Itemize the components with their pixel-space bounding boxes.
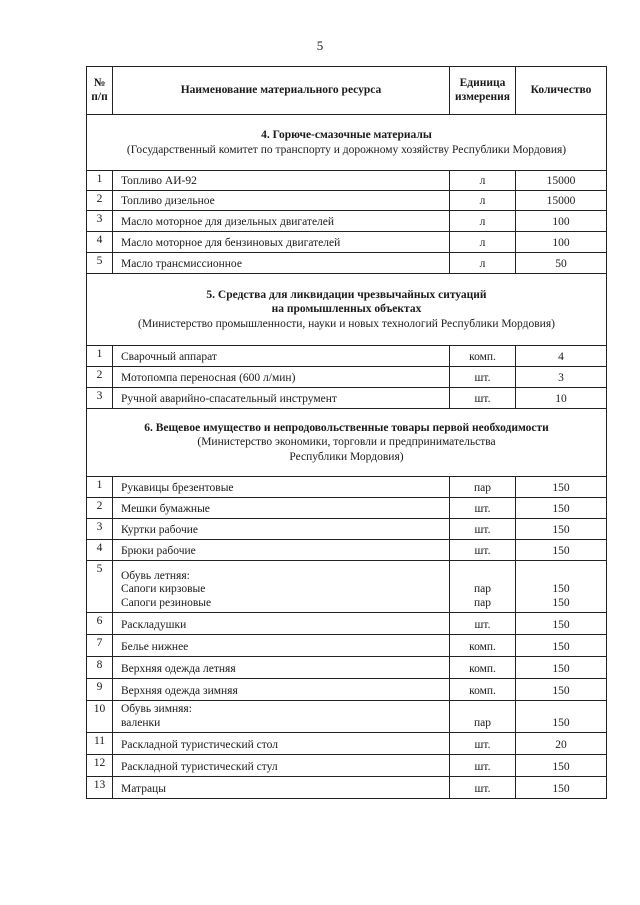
- unit-of-measure-cell: [450, 635, 516, 657]
- row-number: 13: [87, 777, 113, 799]
- row-number: 4: [87, 232, 113, 253]
- table-row: [87, 211, 607, 232]
- unit-of-measure-cell: [450, 253, 516, 274]
- unit-of-measure-cell: [450, 211, 516, 232]
- unit-of-measure-cell: [450, 613, 516, 635]
- table-row: [87, 477, 607, 498]
- quantity: 150: [552, 503, 570, 516]
- resource-name-cell: [113, 635, 450, 657]
- unit-of-measure: комп.: [469, 641, 496, 654]
- row-number: 1: [87, 477, 113, 498]
- section-title: на промышленных объектах: [271, 303, 422, 316]
- table-row: [87, 755, 607, 777]
- quantity: 50: [555, 258, 567, 271]
- quantity-cell: [516, 367, 607, 388]
- resource-name: Раскладной туристический стул: [121, 761, 278, 774]
- resource-name: Раскладной туристический стол: [121, 739, 278, 752]
- row-number: 2: [87, 367, 113, 388]
- quantity: 15000: [546, 175, 576, 188]
- section-header: [87, 115, 607, 171]
- unit-of-measure-cell: [450, 561, 516, 613]
- unit-of-measure: пар: [473, 717, 491, 730]
- table-row: [87, 498, 607, 519]
- unit-of-measure: пар: [473, 482, 491, 495]
- resource-name-cell: [113, 733, 450, 755]
- quantity: 150: [552, 583, 570, 596]
- unit-of-measure: л: [479, 175, 486, 188]
- resource-name-cell: [113, 498, 450, 519]
- unit-of-measure-cell: [450, 477, 516, 498]
- table-row: [87, 635, 607, 657]
- row-number: 1: [87, 346, 113, 367]
- quantity: 150: [552, 545, 570, 558]
- unit-of-measure: шт.: [474, 545, 491, 558]
- quantity-cell: [516, 777, 607, 799]
- resource-name: Верхняя одежда зимняя: [121, 685, 238, 698]
- resource-name-cell: [113, 519, 450, 540]
- unit-of-measure: шт.: [474, 783, 491, 796]
- unit-of-measure: комп.: [469, 351, 496, 364]
- resource-name-cell: [113, 253, 450, 274]
- quantity: 150: [552, 663, 570, 676]
- row-number: 1: [87, 171, 113, 191]
- quantity: 150: [552, 524, 570, 537]
- resources-table: [86, 66, 607, 799]
- resource-name: Сварочный аппарат: [121, 351, 217, 364]
- table-row: [87, 777, 607, 799]
- unit-of-measure: шт.: [474, 393, 491, 406]
- resource-name: Ручной аварийно-спасательный инструмент: [121, 393, 337, 406]
- unit-of-measure-cell: [450, 519, 516, 540]
- quantity-cell: [516, 657, 607, 679]
- unit-of-measure: комп.: [469, 685, 496, 698]
- row-number: 12: [87, 755, 113, 777]
- unit-of-measure-cell: [450, 171, 516, 191]
- table-row: [87, 540, 607, 561]
- quantity-cell: [516, 701, 607, 733]
- quantity-cell: [516, 191, 607, 211]
- quantity-cell: [516, 498, 607, 519]
- quantity-cell: [516, 232, 607, 253]
- unit-of-measure: л: [479, 216, 486, 229]
- unit-of-measure-cell: [450, 733, 516, 755]
- row-number: 2: [87, 191, 113, 211]
- row-number: 5: [87, 253, 113, 274]
- row-number: 4: [87, 540, 113, 561]
- resource-name: Масло моторное для дизельных двигателей: [121, 216, 335, 229]
- quantity: 150: [552, 482, 570, 495]
- section-header-cell: [87, 115, 607, 171]
- quantity-cell: [516, 540, 607, 561]
- table-row: [87, 346, 607, 367]
- quantity-cell: [516, 346, 607, 367]
- unit-of-measure: шт.: [474, 761, 491, 774]
- resource-name: Обувь зимняя:: [121, 703, 192, 716]
- resource-name-cell: [113, 346, 450, 367]
- quantity: 100: [552, 216, 570, 229]
- quantity: 150: [552, 685, 570, 698]
- resource-name: Масло трансмиссионное: [121, 258, 242, 271]
- resource-name: Брюки рабочие: [121, 545, 196, 558]
- resource-name-cell: [113, 679, 450, 701]
- unit-of-measure-cell: [450, 367, 516, 388]
- section-subtitle: Республики Мордовия): [289, 450, 404, 463]
- quantity-cell: [516, 519, 607, 540]
- table-row: [87, 561, 607, 613]
- row-number: 8: [87, 657, 113, 679]
- section-title: 5. Средства для ликвидации чрезвычайных ситуаций: [206, 288, 487, 301]
- table-row: [87, 519, 607, 540]
- quantity-cell: [516, 171, 607, 191]
- unit-of-measure-cell: [450, 191, 516, 211]
- resource-name-cell: [113, 701, 450, 733]
- resource-name-cell: [113, 755, 450, 777]
- section-header-cell: [87, 274, 607, 346]
- quantity-cell: [516, 561, 607, 613]
- unit-of-measure: комп.: [469, 663, 496, 676]
- table-row: [87, 657, 607, 679]
- quantity-cell: [516, 679, 607, 701]
- resource-name: валенки: [121, 717, 161, 730]
- quantity: 20: [555, 739, 567, 752]
- unit-of-measure-cell: [450, 498, 516, 519]
- resource-name: Топливо дизельное: [121, 195, 215, 208]
- unit-of-measure-cell: [450, 388, 516, 409]
- resource-name-cell: [113, 657, 450, 679]
- quantity: 150: [552, 619, 570, 632]
- unit-of-measure-cell: [450, 232, 516, 253]
- table-row: [87, 367, 607, 388]
- table-header-row: [87, 67, 607, 115]
- resource-name: Сапоги резиновые: [121, 597, 212, 610]
- section-header-cell: [87, 409, 607, 477]
- unit-of-measure-cell: [450, 701, 516, 733]
- unit-of-measure: шт.: [474, 524, 491, 537]
- quantity: 100: [552, 237, 570, 250]
- quantity-cell: [516, 755, 607, 777]
- quantity: 150: [552, 641, 570, 654]
- row-number: 5: [87, 561, 113, 613]
- resource-name: Сапоги кирзовые: [121, 583, 206, 596]
- resource-name: Раскладушки: [121, 619, 187, 632]
- header-name: Наименование материального ресурса: [113, 67, 450, 115]
- resource-name-cell: [113, 477, 450, 498]
- quantity: 10: [555, 393, 567, 406]
- section-title: 6. Вещевое имущество и непродовольственные товары первой необходимости: [144, 421, 549, 434]
- resource-name-cell: [113, 211, 450, 232]
- resource-name-cell: [113, 232, 450, 253]
- unit-of-measure-cell: [450, 679, 516, 701]
- resource-name: Куртки рабочие: [121, 524, 198, 537]
- resource-name-cell: [113, 777, 450, 799]
- section-header: [87, 409, 607, 477]
- row-number: 10: [87, 701, 113, 733]
- row-number: 3: [87, 388, 113, 409]
- table-row: [87, 613, 607, 635]
- table-row: [87, 388, 607, 409]
- row-number: 11: [87, 733, 113, 755]
- quantity: 150: [552, 597, 570, 610]
- resource-name-cell: [113, 388, 450, 409]
- unit-of-measure: шт.: [474, 372, 491, 385]
- resource-name: Мешки бумажные: [121, 503, 210, 516]
- unit-of-measure: шт.: [474, 739, 491, 752]
- resource-name-cell: [113, 191, 450, 211]
- unit-of-measure-cell: [450, 755, 516, 777]
- quantity: 150: [552, 761, 570, 774]
- table-row: [87, 191, 607, 211]
- quantity: 3: [558, 372, 564, 385]
- header-num: № п/п: [87, 67, 113, 115]
- resource-name-cell: [113, 613, 450, 635]
- quantity-cell: [516, 635, 607, 657]
- row-number: 2: [87, 498, 113, 519]
- unit-of-measure: л: [479, 195, 486, 208]
- resource-name: Белье нижнее: [121, 641, 189, 654]
- resource-name-cell: [113, 540, 450, 561]
- quantity-cell: [516, 733, 607, 755]
- quantity: 15000: [546, 195, 576, 208]
- unit-of-measure: л: [479, 237, 486, 250]
- unit-of-measure: пар: [473, 597, 491, 610]
- section-subtitle: (Министерство промышленности, науки и новых технологий Республики Мордовия): [138, 317, 555, 330]
- table-row: [87, 679, 607, 701]
- quantity: 150: [552, 783, 570, 796]
- unit-of-measure-cell: [450, 777, 516, 799]
- unit-of-measure: л: [479, 258, 486, 271]
- unit-of-measure-cell: [450, 657, 516, 679]
- resource-name: Верхняя одежда летняя: [121, 663, 236, 676]
- page-number: 5: [316, 38, 324, 53]
- section-subtitle: (Министерство экономики, торговли и предпринимательства: [197, 436, 496, 449]
- quantity-cell: [516, 477, 607, 498]
- table-row: [87, 171, 607, 191]
- unit-of-measure-cell: [450, 346, 516, 367]
- unit-of-measure: шт.: [474, 503, 491, 516]
- resource-name-cell: [113, 561, 450, 613]
- quantity-cell: [516, 388, 607, 409]
- quantity-cell: [516, 253, 607, 274]
- row-number: 6: [87, 613, 113, 635]
- resource-name: Рукавицы брезентовые: [121, 482, 234, 495]
- resource-name: Мотопомпа переносная (600 л/мин): [121, 372, 296, 385]
- header-unit: Единица измерения: [450, 67, 516, 115]
- row-number: 7: [87, 635, 113, 657]
- section-header: [87, 274, 607, 346]
- section-subtitle: (Государственный комитет по транспорту и дорожному хозяйству Республики Мордовия): [126, 143, 567, 156]
- resource-name: Топливо АИ-92: [121, 175, 197, 188]
- resource-name-cell: [113, 367, 450, 388]
- quantity: 150: [552, 717, 570, 730]
- table-row: [87, 253, 607, 274]
- resource-name: Обувь летняя:: [121, 569, 190, 582]
- header-qty: Количество: [516, 67, 607, 115]
- unit-of-measure: пар: [473, 583, 491, 596]
- row-number: 3: [87, 211, 113, 232]
- resource-name-cell: [113, 171, 450, 191]
- quantity-cell: [516, 211, 607, 232]
- unit-of-measure: шт.: [474, 619, 491, 632]
- table-row: [87, 701, 607, 733]
- row-number: 3: [87, 519, 113, 540]
- resource-name: Матрацы: [121, 783, 166, 796]
- table-row: [87, 733, 607, 755]
- section-title: 4. Горюче-смазочные материалы: [261, 129, 432, 142]
- resource-name: Масло моторное для бензиновых двигателей: [121, 237, 341, 250]
- row-number: 9: [87, 679, 113, 701]
- table-row: [87, 232, 607, 253]
- quantity-cell: [516, 613, 607, 635]
- unit-of-measure-cell: [450, 540, 516, 561]
- quantity: 4: [558, 351, 564, 364]
